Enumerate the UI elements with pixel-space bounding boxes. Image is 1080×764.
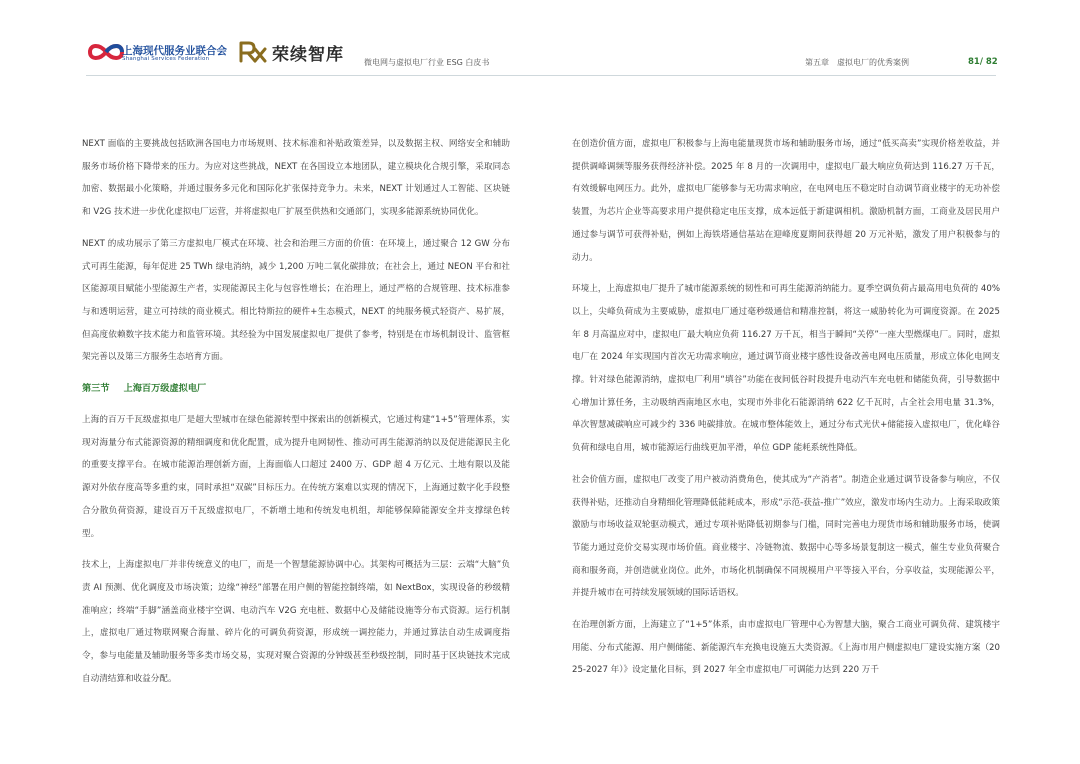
right-paragraph-2: 环境上，上海虚拟电厂提升了城市能源系统的韧性和可再生能源消纳能力。夏季空调负荷占最高用电负荷的 40% 以上，尖峰负荷成为主要威胁，虚拟电厂通过毫秒级通信和精准控制，将这一威胁转化为可调度资源。在 2025 年 8 月高温应对中，虚拟电厂最大响应负荷 116.27 万千瓦，相当于瞬间“关停”一座大型燃煤电厂。同时，虚拟电厂在 2024 年实现国内首次无功需求响应，通过调节商业楼宇感性设备改善电网电压质量，形成立体化电网支撑。针对绿色能源消纳，虚拟电厂利用“填谷”功能在夜间低谷时段提升电动汽车充电桩和储能负荷，引导数据中心增加计算任务，主动吸纳西南地区水电，实现市外非化石能源消纳 622 亿千瓦时，占全社会用电量 31.3%，单次智慧减碳响应可减少约 336 吨碳排放。在城市整体能效上，通过分布式光伏+储能接入虚拟电厂，优化峰谷负荷和绿电自用，城市能源运行曲线更加平滑，单位 GDP 能耗系统性降低。 [572, 284, 1000, 454]
org-name-en: Shanghai Services Federation [122, 56, 210, 62]
page-header [0, 0, 1080, 80]
header-divider [86, 75, 996, 76]
right-paragraph-4: 在治理创新方面，上海建立了“1+5”体系，由市虚拟电厂管理中心为智慧大脑，聚合工商业可调负荷、建筑楼宇用能、分布式能源、用户侧储能、新能源汽车充换电设施五大类资源。《上海市用户侧虚拟电厂建设实施方案（2025-2027 年）》设定量化目标，到 2027 年全市虚拟电厂可调能力达到 220 万千 [572, 620, 1000, 676]
document-title: 微电网与虚拟电厂行业 ESG 白皮书 [364, 58, 490, 67]
org-name-cn: 上海现代服务业联合会 [122, 45, 227, 57]
right-column [572, 133, 1000, 691]
left-paragraph-2: NEXT 的成功展示了第三方虚拟电厂模式在环境、社会和治理三方面的价值：在环境上，通过聚合 12 GW 分布式可再生能源，每年促进 25 TWh 绿电消纳，减少 1,200 万吨二氧化碳排放；在社会上，通过 NEON 平台和社区能源项目赋能小型能源生产者，实现能源民主化与包容性增长；在治理上，通过严格的合规管理、技术标准参与和透明运营，建立可持续的商业模式。相比特斯拉的硬件+生态模式，NEXT 的纯服务模式轻资产、易扩展，但高度依赖数字技术能力和监管环境。其经验为中国发展虚拟电厂提供了参考，特别是在市场机制设计、监管框架完善以及第三方服务生态培育方面。 [82, 238, 510, 363]
section-heading [82, 378, 510, 400]
right-paragraph-1: 在创造价值方面，虚拟电厂积极参与上海电能量现货市场和辅助服务市场，通过“低买高卖”实现价格差收益，并提供调峰调频等服务获得经济补偿。2025 年 8 月的一次调用中，虚拟电厂最大响应负荷达到 116.27 万千瓦，有效缓解电网压力。此外，虚拟电厂能够参与无功需求响应，在电网电压不稳定时自动调节商业楼宇的无功补偿装置，为芯片企业等高要求用户提供稳定电压支撑，成本远低于新建调相机。激励机制方面，工商业及居民用户通过参与调节可获得补贴，例如上海铁塔通信基站在迎峰度夏期间获得超 20 万元补贴，激发了用户积极参与的动力。 [572, 139, 1000, 263]
left-paragraph-1: NEXT 面临的主要挑战包括欧洲各国电力市场规则、技术标准和补贴政策差异，以及数据主权、网络安全和辅助服务市场价格下降带来的压力。为应对这些挑战，NEXT 在各国设立本地团队，建立模块化合规引擎，采取同态加密、数据最小化策略，并通过服务多元化和国际化扩张保持竞争力。未来，NEXT 计划通过人工智能、区块链和 V2G 技术进一步优化虚拟电厂运营，并将虚拟电厂扩展至供热和交通部门，实现多能源系统协同优化。 [82, 139, 510, 218]
section-title: 上海百万级虚拟电厂 [123, 383, 207, 395]
page-number: 81/ 82 [968, 57, 998, 67]
brand-logo-icon [238, 40, 268, 64]
right-paragraph-3: 社会价值方面，虚拟电厂改变了用户被动消费角色，使其成为“产消者”。制造企业通过调节设备参与响应，不仅获得补贴，还推动自身精细化管理降低能耗成本，形成“示范-获益-推广”效应，激发市场内生动力。上海采取政策激励与市场收益双轮驱动模式，通过专项补贴降低初期参与门槛，同时完善电力现货市场和辅助服务市场，使调节能力通过竞价交易实现市场价值。商业楼宇、冷链物流、数据中心等多场景复制这一模式，催生专业负荷聚合商和服务商，并创造就业岗位。此外，市场化机制确保不同规模用户平等接入平台，分享收益，实现能源公平，并提升城市在可持续发展领域的国际话语权。 [572, 474, 1000, 599]
left-paragraph-3: 上海的百万千瓦级虚拟电厂是超大型城市在绿色能源转型中探索出的创新模式，它通过构建“1+5”管理体系，实现对海量分布式能源资源的精细调度和优化配置，成为提升电网韧性、推动可再生能源消纳以及促进能源民主化的重要支撑平台。在城市能源治理创新方面，上海面临人口超过 2400 万、GDP 超 4 万亿元、土地有限以及能源对外依存度高等多重约束，同时承担“双碳”目标压力。在传统方案难以实现的情况下，上海通过数字化手段整合分散负荷资源，建设百万千瓦级虚拟电厂，不新增土地和传统发电机组，却能够保障能源安全并支撑绿色转型。 [82, 415, 510, 539]
chapter-title: 第五章 虚拟电厂的优秀案例 [805, 58, 909, 67]
left-column [82, 133, 510, 699]
brand-name: 荣续智库 [272, 45, 344, 65]
federation-logo-icon [86, 40, 126, 64]
left-paragraph-4: 技术上，上海虚拟电厂并非传统意义的电厂，而是一个智慧能源协调中心。其架构可概括为三层：云端“大脑”负责 AI 预测、优化调度及市场决策；边缘“神经”部署在用户侧的智能控制终端，如 NextBox，实现设备的秒级精准响应；终端“手脚”涵盖商业楼宇空调、电动汽车 V2G 充电桩、数据中心及储能设施等分布式资源。运行机制上，虚拟电厂通过物联网聚合海量、碎片化的可调负荷资源，形成统一调控能力，并通过算法自动生成调度指令，参与电能量及辅助服务等多类市场交易，实现对聚合资源的分钟级甚至秒级控制，同时基于区块链技术完成自动清结算和收益分配。 [82, 560, 510, 684]
section-number: 第三节 [82, 383, 110, 395]
